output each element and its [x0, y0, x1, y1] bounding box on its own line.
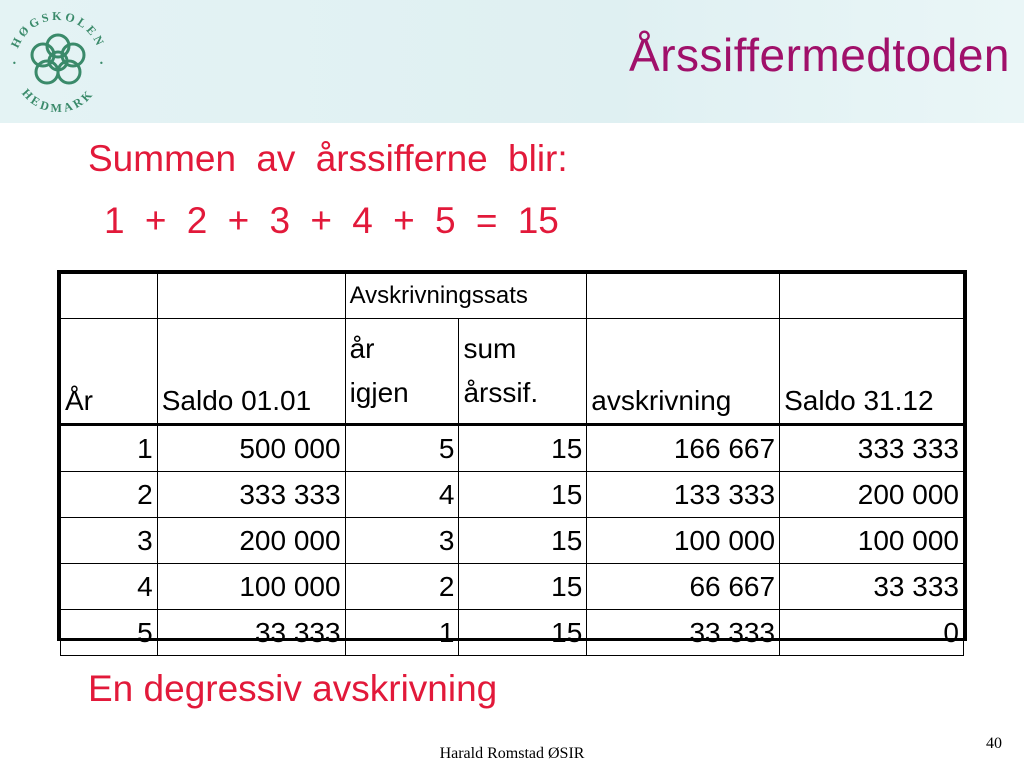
- cell-closing: 33 333: [780, 564, 964, 610]
- cell-opening: 200 000: [157, 518, 345, 564]
- cell-years-left: 2: [345, 564, 459, 610]
- col-header-year: År: [61, 319, 158, 425]
- cell-year: 3: [61, 518, 158, 564]
- svg-text:•: •: [99, 59, 104, 68]
- cell-opening: 100 000: [157, 564, 345, 610]
- table-row: [61, 472, 964, 518]
- cell-closing: 200 000: [780, 472, 964, 518]
- blank-cell: [780, 274, 964, 319]
- cell-years-left: 5: [345, 425, 459, 472]
- cell-sum: 15: [459, 518, 587, 564]
- table-row: [61, 564, 964, 610]
- cell-depreciation: 133 333: [587, 472, 780, 518]
- svg-text:HØGSKOLEN: HØGSKOLEN: [7, 8, 109, 51]
- col-header-years-left: år igjen: [345, 319, 459, 425]
- page-number: 40: [986, 735, 1002, 752]
- cell-sum: 15: [459, 564, 587, 610]
- svg-text:•: •: [12, 59, 17, 68]
- blank-cell: [61, 274, 158, 319]
- sum-equation: 1 + 2 + 3 + 4 + 5 = 15: [104, 200, 559, 241]
- hogskolen-hedmark-logo: [2, 2, 114, 118]
- conclusion-text: En degressiv avskrivning: [88, 668, 498, 709]
- cell-closing: 333 333: [780, 425, 964, 472]
- cell-opening: 500 000: [157, 425, 345, 472]
- group-header-avskrivningssats: Avskrivningssats: [345, 274, 587, 319]
- col-header-closing-balance: Saldo 31.12: [780, 319, 964, 425]
- table-row: [61, 610, 964, 656]
- cell-depreciation: 66 667: [587, 564, 780, 610]
- table-row: [61, 425, 964, 472]
- cell-sum: 15: [459, 472, 587, 518]
- cell-depreciation: 100 000: [587, 518, 780, 564]
- cell-year: 5: [61, 610, 158, 656]
- cell-years-left: 4: [345, 472, 459, 518]
- cell-closing: 0: [780, 610, 964, 656]
- cell-years-left: 1: [345, 610, 459, 656]
- cell-opening: 33 333: [157, 610, 345, 656]
- blank-cell: [157, 274, 345, 319]
- col-header-depreciation: avskrivning: [587, 319, 780, 425]
- col-header-opening-balance: Saldo 01.01: [157, 319, 345, 425]
- cell-sum: 15: [459, 610, 587, 656]
- col-header-sum-year-digits: sum årssif.: [459, 319, 587, 425]
- cell-year: 1: [61, 425, 158, 472]
- cell-closing: 100 000: [780, 518, 964, 564]
- cell-year: 2: [61, 472, 158, 518]
- svg-text:HEDMARK: HEDMARK: [19, 85, 97, 116]
- slide-title: Årssiffermedtoden: [629, 29, 1010, 81]
- cell-depreciation: 33 333: [587, 610, 780, 656]
- intro-text: Summen av årssifferne blir:: [88, 138, 568, 179]
- table-row: [61, 518, 964, 564]
- cell-depreciation: 166 667: [587, 425, 780, 472]
- cell-years-left: 3: [345, 518, 459, 564]
- blank-cell: [587, 274, 780, 319]
- depreciation-table: [57, 270, 967, 648]
- cell-opening: 333 333: [157, 472, 345, 518]
- cell-sum: 15: [459, 425, 587, 472]
- cell-year: 4: [61, 564, 158, 610]
- footer-author: Harald Romstad ØSIR: [439, 745, 585, 762]
